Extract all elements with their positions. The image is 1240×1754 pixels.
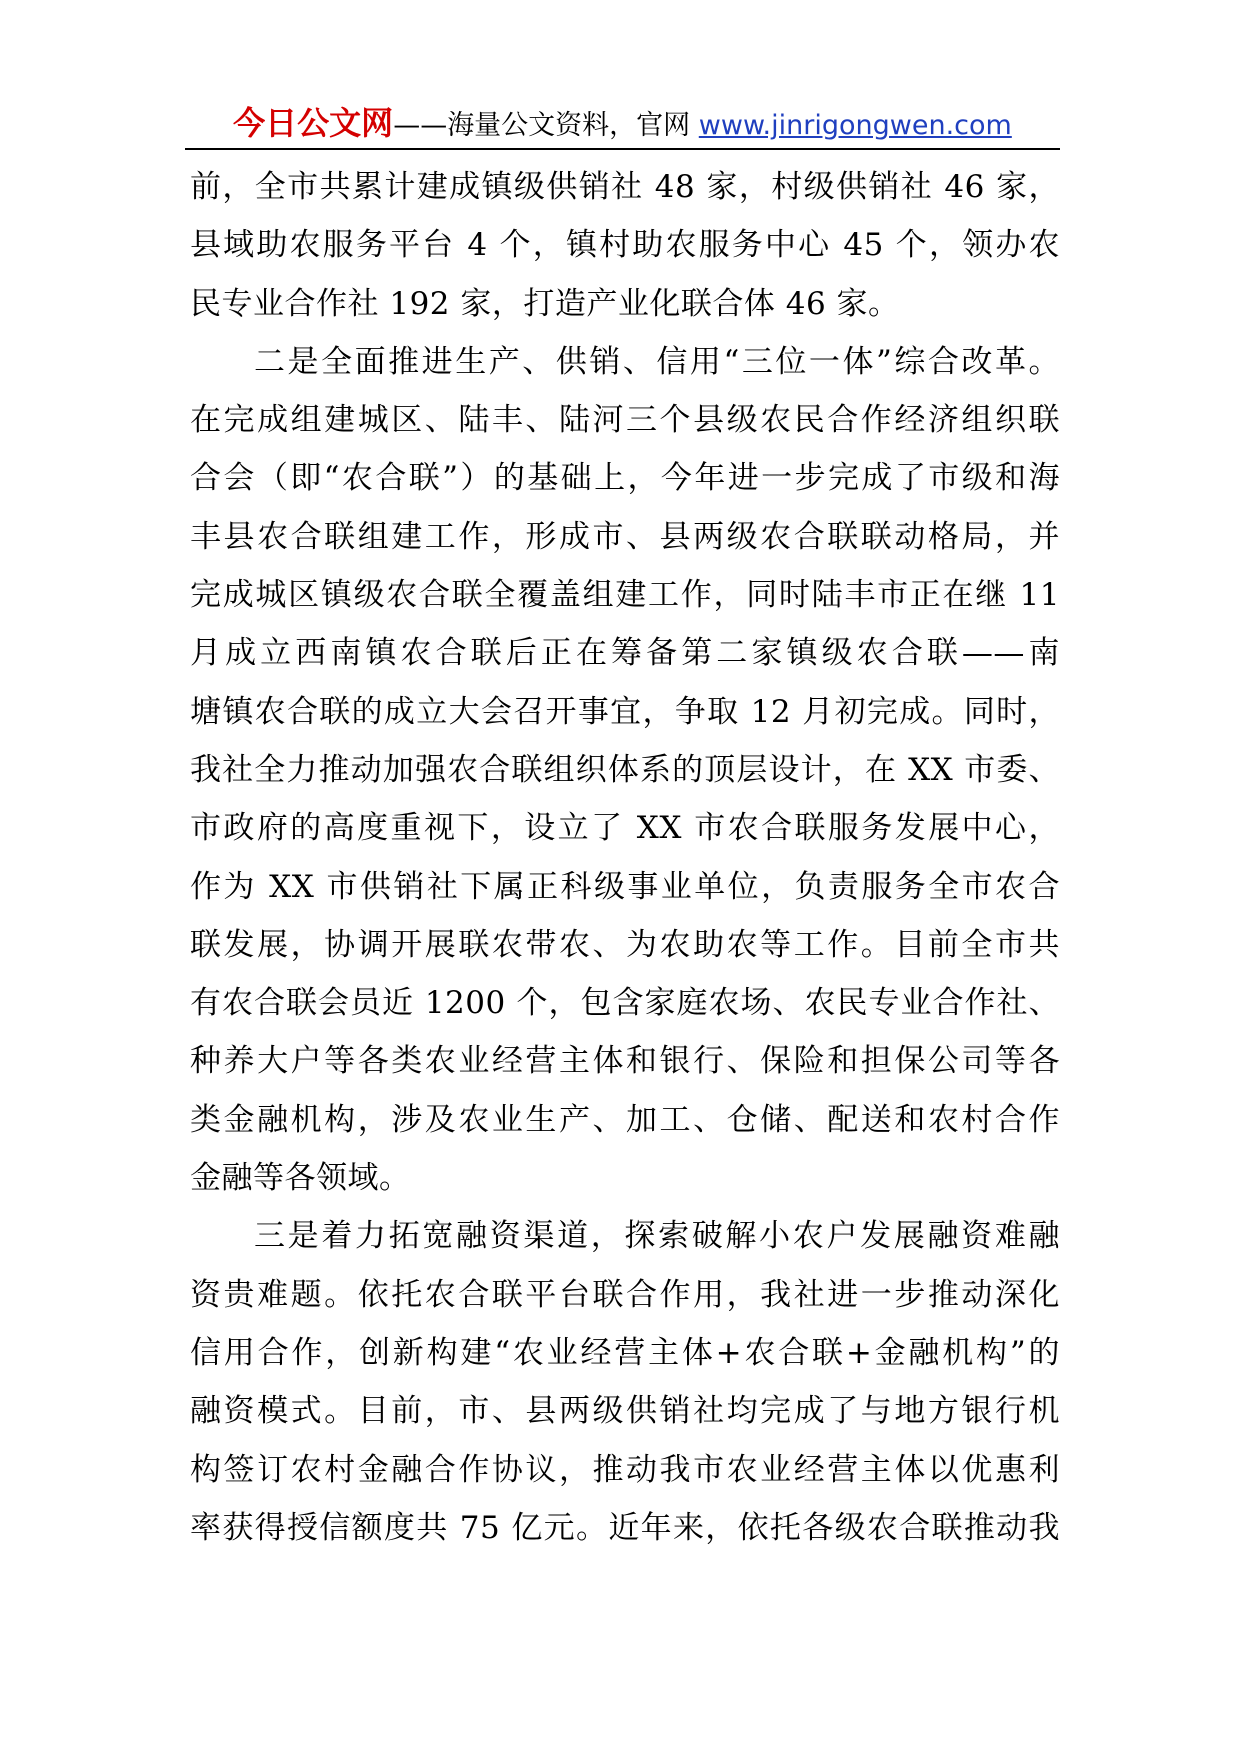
text-line: 资贵难题。依托农合联平台联合作用，我社进一步推动深化 [190,1276,1060,1313]
text-line: 丰县农合联组建工作，形成市、县两级农合联联动格局，并 [190,518,1060,555]
text-line: 月成立西南镇农合联后正在筹备第二家镇级农合联——南 [190,635,1060,672]
text-line: 种养大户等各类农业经营主体和银行、保险和担保公司等各 [190,1043,1060,1080]
site-url-link[interactable]: www.jinrigongwen.com [698,110,1012,141]
text-line: 合会（即“农合联”）的基础上，今年进一步完成了市级和海 [190,460,1060,497]
document-body [190,158,1060,1557]
text-line: 三是着力拓宽融资渠道，探索破解小农户发展融资难融 [254,1218,1060,1255]
text-line: 前，全市共累计建成镇级供销社 48 家，村级供销社 46 家， [190,169,1060,205]
text-line: 完成城区镇级农合联全覆盖组建工作，同时陆丰市正在继 11 [190,577,1060,614]
text-line: 率获得授信额度共 75 亿元。近年来，依托各级农合联推动我 [190,1509,1060,1546]
text-line: 类金融机构，涉及农业生产、加工、仓储、配送和农村合作 [190,1101,1060,1138]
text-line: 融资模式。目前，市、县两级供销社均完成了与地方银行机 [190,1393,1060,1430]
text-line: 金融等各领域。 [190,1160,411,1197]
text-line: 信用合作，创新构建“农业经营主体+农合联+金融机构”的 [190,1334,1060,1371]
text-line: 联发展，协调开展联农带农、为农助农等工作。目前全市共 [190,926,1060,963]
text-line: 市政府的高度重视下，设立了 XX 市农合联服务发展中心， [190,810,1060,847]
text-line: 作为 XX 市供销社下属正科级事业单位，负责服务全市农合 [190,868,1060,905]
text-line: 有农合联会员近 1200 个，包含家庭农场、农民专业合作社、 [190,985,1060,1022]
text-line: 民专业合作社 192 家，打造产业化联合体 46 家。 [190,285,900,322]
text-line: 县域助农服务平台 4 个，镇村助农服务中心 45 个，领办农 [190,227,1060,264]
site-brand: 今日公文网 [233,104,394,142]
text-line: 构签订农村金融合作协议，推动我市农业经营主体以优惠利 [190,1451,1060,1488]
text-line: 二是全面推进生产、供销、信用“三位一体”综合改革。 [254,343,1060,380]
site-tagline: ——海量公文资料，官网 [393,110,699,141]
text-line: 塘镇农合联的成立大会召开事宜，争取 12 月初完成。同时， [190,693,1060,730]
text-line: 我社全力推动加强农合联组织体系的顶层设计，在 XX 市委、 [190,751,1060,788]
text-line: 在完成组建城区、陆丰、陆河三个县级农民合作经济组织联 [190,402,1060,439]
page-header [185,98,1060,150]
